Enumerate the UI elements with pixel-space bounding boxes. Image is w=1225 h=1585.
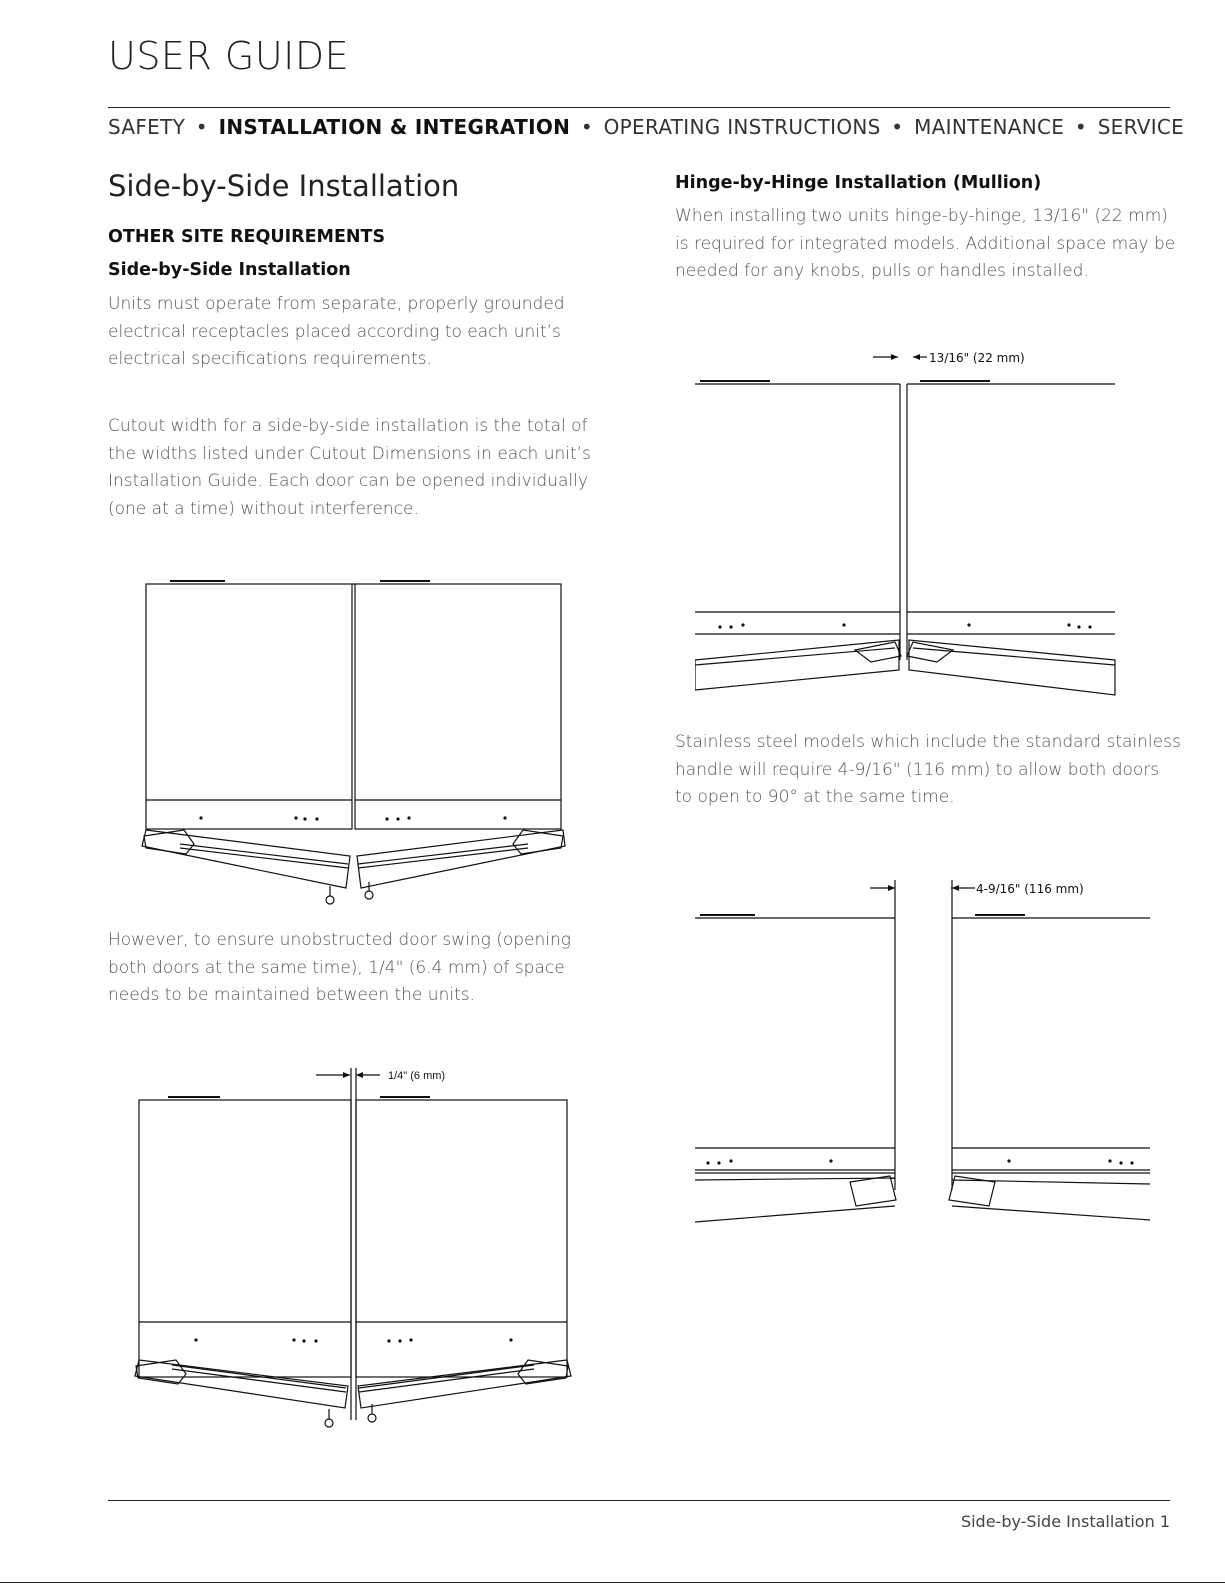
page-heading: Side-by-Side Installation (108, 169, 460, 203)
text-line: However, to ensure unobstructed door swing (opening (108, 930, 571, 950)
text-line: both doors at the same time), 1/4" (6.4 mm) of space (108, 957, 565, 978)
dimension-label: 13/16" (22 mm) (929, 351, 1025, 365)
text-line: Cutout width for a side-by-side installation is the total of (108, 416, 588, 436)
section-breadcrumb (108, 115, 1184, 139)
sub-heading: Side-by-Side Installation (108, 260, 351, 280)
text-line: to open to 90° at the same time. (675, 787, 955, 807)
dimension-label: 1/4" (6 mm) (388, 1070, 446, 1082)
header-divider (108, 107, 1170, 108)
footer-divider (108, 1500, 1170, 1501)
nav-safety: SAFETY (108, 115, 186, 139)
text-line: When installing two units hinge-by-hinge, 13/16" (22 mm) (675, 206, 1168, 226)
nav-installation: INSTALLATION & INTEGRATION (218, 115, 571, 139)
mullion-heading: Hinge-by-Hinge Installation (Mullion) (675, 173, 1042, 193)
nav-separator: • (891, 115, 904, 139)
nav-separator: • (195, 115, 208, 139)
paragraph-door-swing (108, 927, 571, 1010)
text-line: handle will require 4-9/16" (116 mm) to allow both doors (675, 759, 1160, 780)
text-line: needs to be maintained between the units. (108, 985, 475, 1005)
figure-quarter-inch-gap (130, 1060, 580, 1445)
text-line: needed for any knobs, pulls or handles installed. (675, 261, 1089, 281)
text-line: Stainless steel models which include the standard stainless (675, 732, 1181, 752)
nav-service: SERVICE (1097, 115, 1185, 139)
nav-separator: • (1074, 115, 1088, 139)
text-line: Installation Guide. Each door can be opened individually (108, 471, 588, 491)
text-line: electrical specifications requirements. (108, 349, 432, 369)
figure-stainless-gap (695, 870, 1155, 1225)
text-line: is required for integrated models. Additional space may be (675, 233, 1176, 254)
nav-operating: OPERATING INSTRUCTIONS (603, 115, 881, 139)
text-line: (one at a time) without interference. (108, 498, 419, 519)
paragraph-cutout-width (108, 413, 591, 523)
nav-maintenance: MAINTENANCE (914, 115, 1065, 139)
page-footer: Side-by-Side Installation 1 (960, 1512, 1170, 1531)
text-line: the widths listed under Cutout Dimensions in each unit’s (108, 443, 591, 464)
text-line: electrical receptacles placed according to each unit’s (108, 321, 561, 342)
paragraph-receptacles (108, 291, 565, 374)
dimension-label: 4-9/16" (116 mm) (976, 882, 1084, 896)
text-line: Units must operate from separate, properly grounded (108, 294, 565, 314)
paragraph-stainless-handle (675, 729, 1181, 812)
page-edge-divider (0, 1582, 1225, 1583)
figure-side-by-side (140, 578, 570, 913)
figure-mullion-gap (695, 340, 1135, 705)
document-title: USER GUIDE (108, 34, 350, 78)
section-heading: OTHER SITE REQUIREMENTS (108, 227, 386, 247)
nav-separator: • (580, 115, 593, 139)
paragraph-hinge-by-hinge (675, 203, 1175, 286)
